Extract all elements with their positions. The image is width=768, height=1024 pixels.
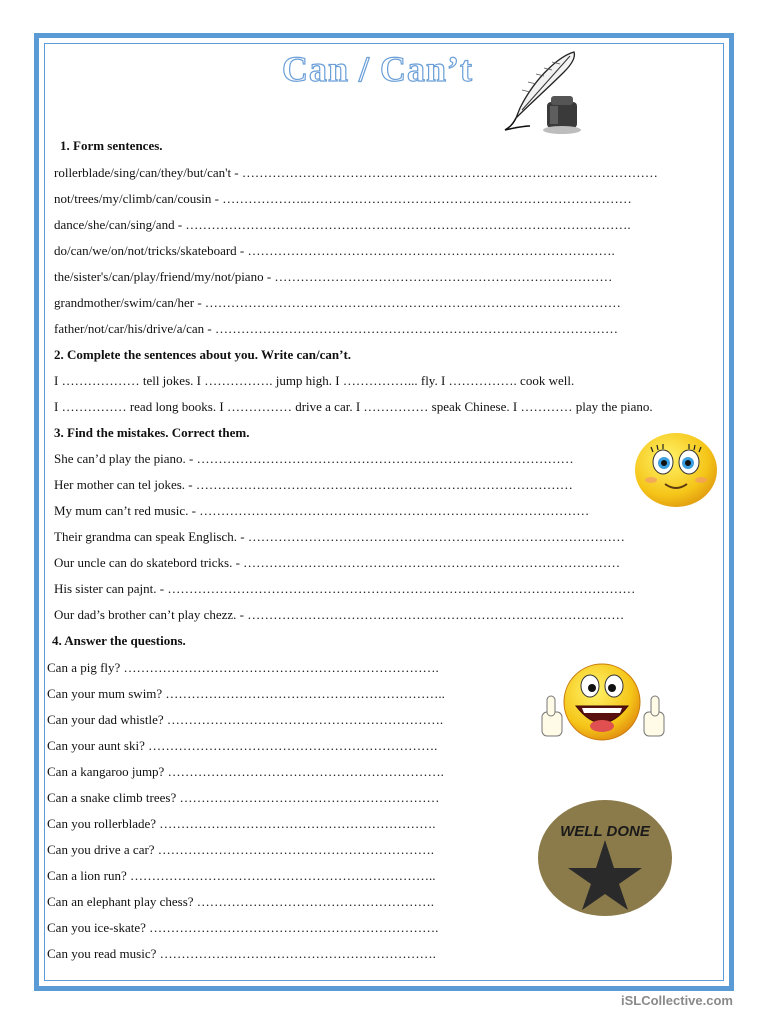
section-4-item: Can a pig fly? ………………………………………………………………. xyxy=(47,660,439,675)
section-3-item: She can’d play the piano. - …………………………………………………………………………… xyxy=(54,451,574,466)
section-1-item: dance/she/can/sing/and - …………………………………………………………………………………………. xyxy=(54,217,631,232)
section-4-item: Can your dad whistle? ………………………………………………………. xyxy=(47,712,444,727)
smiley-face-icon xyxy=(633,430,719,510)
section-4-item: Can a lion run? …………………………………………………………….. xyxy=(47,868,436,883)
quill-and-inkwell-icon xyxy=(500,46,592,138)
section-1-item: grandmother/swim/can/her - …………………………………………………………………………………… xyxy=(54,295,621,310)
section-3-heading: 3. Find the mistakes. Correct them. xyxy=(54,425,250,440)
section-3-item: Our dad’s brother can’t play chezz. - …………………………………………………………………………… xyxy=(54,607,625,622)
section-3-item: Our uncle can do skatebord tricks. - …………………………………………………………………………… xyxy=(54,555,621,570)
section-1-heading: 1. Form sentences. xyxy=(60,138,163,153)
section-4-item: Can your mum swim? ……………………………………………………….. xyxy=(47,686,445,701)
section-2-heading: 2. Complete the sentences about you. Write can/can’t. xyxy=(54,347,352,362)
badge-text: WELL DONE xyxy=(560,823,650,840)
section-1-item: rollerblade/sing/can/they/but/can't - …………………………………………………………………………………… xyxy=(54,165,658,180)
section-3-item: Their grandma can speak Englisch. - …………………………………………………………………………… xyxy=(54,529,625,544)
section-4-item: Can an elephant play chess? ………………………………………………. xyxy=(47,894,435,909)
section-4-item: Can you read music? ………………………………………………………. xyxy=(47,946,436,961)
section-2-line: I ……………… tell jokes. I ……………. jump high. I ……………... fly. I ……………. cook well. xyxy=(54,373,575,388)
section-3-item: My mum can’t red music. - ……………………………………………………………………………… xyxy=(54,503,590,518)
section-4-heading: 4. Answer the questions. xyxy=(52,633,186,648)
section-4-item: Can you rollerblade? ………………………………………………………. xyxy=(47,816,436,831)
section-2-line: I …………… read long books. I …………… drive a car. I …………… speak Chinese. I ………… play the piano. xyxy=(54,399,653,414)
section-4-item: Can you ice-skate? …………………………………………………………. xyxy=(47,920,439,935)
footer-watermark: iSLCollective.com xyxy=(621,993,733,1008)
section-1-item: the/sister's/can/play/friend/my/not/piano - …………………………………………………………………… xyxy=(54,269,613,284)
section-1-item: not/trees/my/climb/can/cousin - ………………..………………………………………………………………… xyxy=(54,191,632,206)
section-4-item: Can a snake climb trees? …………………………………………………… xyxy=(47,790,440,805)
section-4-item: Can a kangaroo jump? ………………………………………………………. xyxy=(47,764,444,779)
section-3-item: His sister can pajnt. - ……………………………………………………………………………………………… xyxy=(54,581,636,596)
section-1-item: father/not/car/his/drive/a/can - ………………………………………………………………………………… xyxy=(54,321,618,336)
well-done-badge xyxy=(538,796,678,916)
worksheet-title: Can / Can’t xyxy=(282,49,474,89)
thumbs-up-smiley-icon xyxy=(538,660,668,752)
section-1-item: do/can/we/on/not/tricks/skateboard - …………………………………………………………………………. xyxy=(54,243,615,258)
section-4-item: Can your aunt ski? …………………………………………………………. xyxy=(47,738,438,753)
section-3-item: Her mother can tel jokes. - …………………………………………………………………………… xyxy=(54,477,573,492)
section-4-item: Can you drive a car? ………………………………………………………. xyxy=(47,842,435,857)
